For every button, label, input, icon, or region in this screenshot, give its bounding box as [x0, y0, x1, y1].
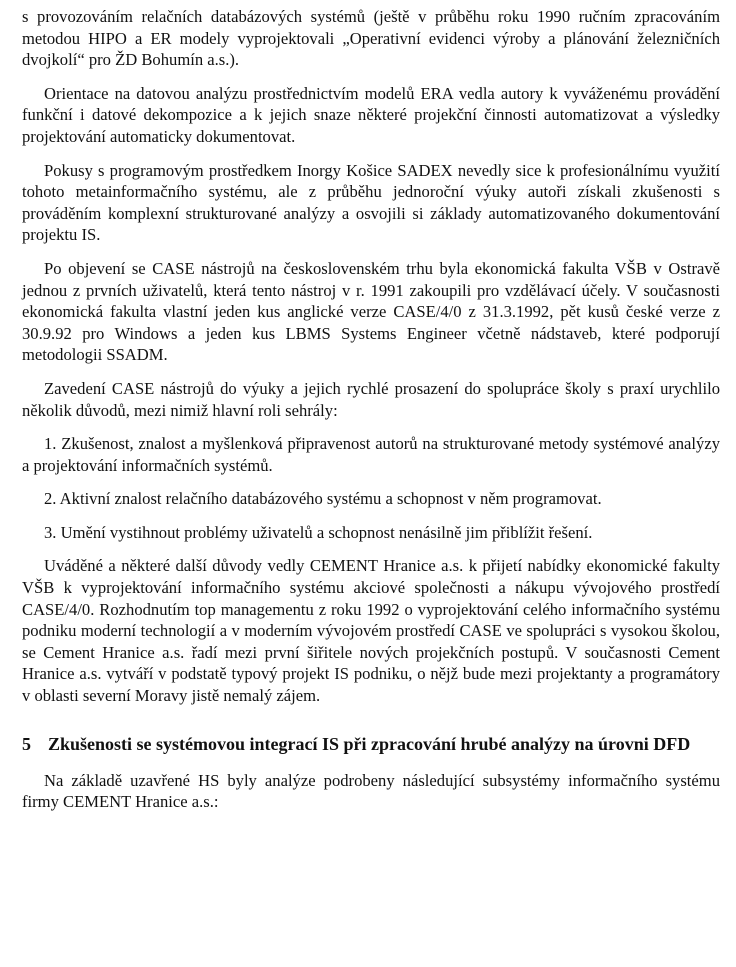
- section-number: 5: [22, 733, 31, 754]
- section-heading: [22, 733, 720, 756]
- document-page: [22, 6, 720, 813]
- paragraph-case-tools: Po objevení se CASE nástrojů na československém trhu byla ekonomická fakulta VŠB v Ostravě jednou z prvních uživatelů, která tento nástroj v r. 1991 zakoupili pro vzdělávací účely. V současnosti ekonomická fakulta vlastní jeden kus anglické verze CASE/4/0 z 31.3.1992, pět kusů české verze z 30.9.92 pro Windows a jeden kus LBMS Systems Engineer včetně nádstaveb, které podporují metodologii SSADM.: [22, 258, 720, 365]
- paragraph-era-orientation: Orientace na datovou analýzu prostřednictvím modelů ERA vedla autory k vyváženému provádění funkční i datové dekompozice a k jejich snaze některé projekční činnosti automatizovat a výsledky projektování automaticky dokumentovat.: [22, 83, 720, 146]
- paragraph-continuation: s provozováním relačních databázových systémů (ještě v průběhu roku 1990 ručním zpracováním metodou HIPO a ER modely vyprojektovali „Operativní evidenci výroby a plánování železničních dvojkolí“ pro ŽD Bohumín a.s.).: [22, 7, 720, 70]
- paragraph-cement-hranice: Uváděné a některé další důvody vedly CEMENT Hranice a.s. k přijetí nabídky ekonomické fakulty VŠB k vyprojektování informačního systému akciové společnosti a nákupu vývojového prostředí CASE/4/0. Rozhodnutím top managementu z roku 1992 o vyprojektování celého informačního systému podniku moderní technologií a v moderním vývojovém prostředí CASE ve spolupráci s vysokou školou, se Cement Hranice a.s. řadí mezi první šiřitele nových projekčních postupů. V současnosti Cement Hranice a.s. vytváří v podstatě typový projekt IS podniku, o nějž bude mezi projektanty a programátory v oblasti severní Moravy jistě nemalý zájem.: [22, 556, 720, 706]
- section-title: Zkušenosti se systémovou integrací IS při zpracování hrubé analýzy na úrovni DFD: [48, 733, 691, 754]
- paragraph-reasons-intro: Zavedení CASE nástrojů do výuky a jejich rychlé prosazení do spolupráce školy s praxí urychlilo několik důvodů, mezi nimiž hlavní roli sehrály:: [22, 378, 720, 420]
- paragraph-sadex: Pokusy s programovým prostředkem Inorgy Košice SADEX nevedly sice k profesionálnímu využití tohoto metainformačního systému, ale z průběhu jednoroční výuky autoři získali zkušenosti s prováděním komplexní strukturované analýzy a osvojili si základy automatizovaného dokumentování projektu IS.: [22, 160, 720, 245]
- list-item-1: 1. Zkušenost, znalost a myšlenková připravenost autorů na strukturované metody systémové analýzy a projektování informačních systémů.: [22, 434, 720, 475]
- paragraph-subsystems-intro: Na základě uzavřené HS byly analýze podrobeny následující subsystémy informačního systému firmy CEMENT Hranice a.s.:: [22, 770, 720, 812]
- list-item-2: 2. Aktivní znalost relačního databázového systému a schopnost v něm programovat.: [44, 489, 602, 509]
- list-item-3: 3. Umění vystihnout problémy uživatelů a schopnost nenásilně jim přiblížit řešení.: [44, 522, 593, 542]
